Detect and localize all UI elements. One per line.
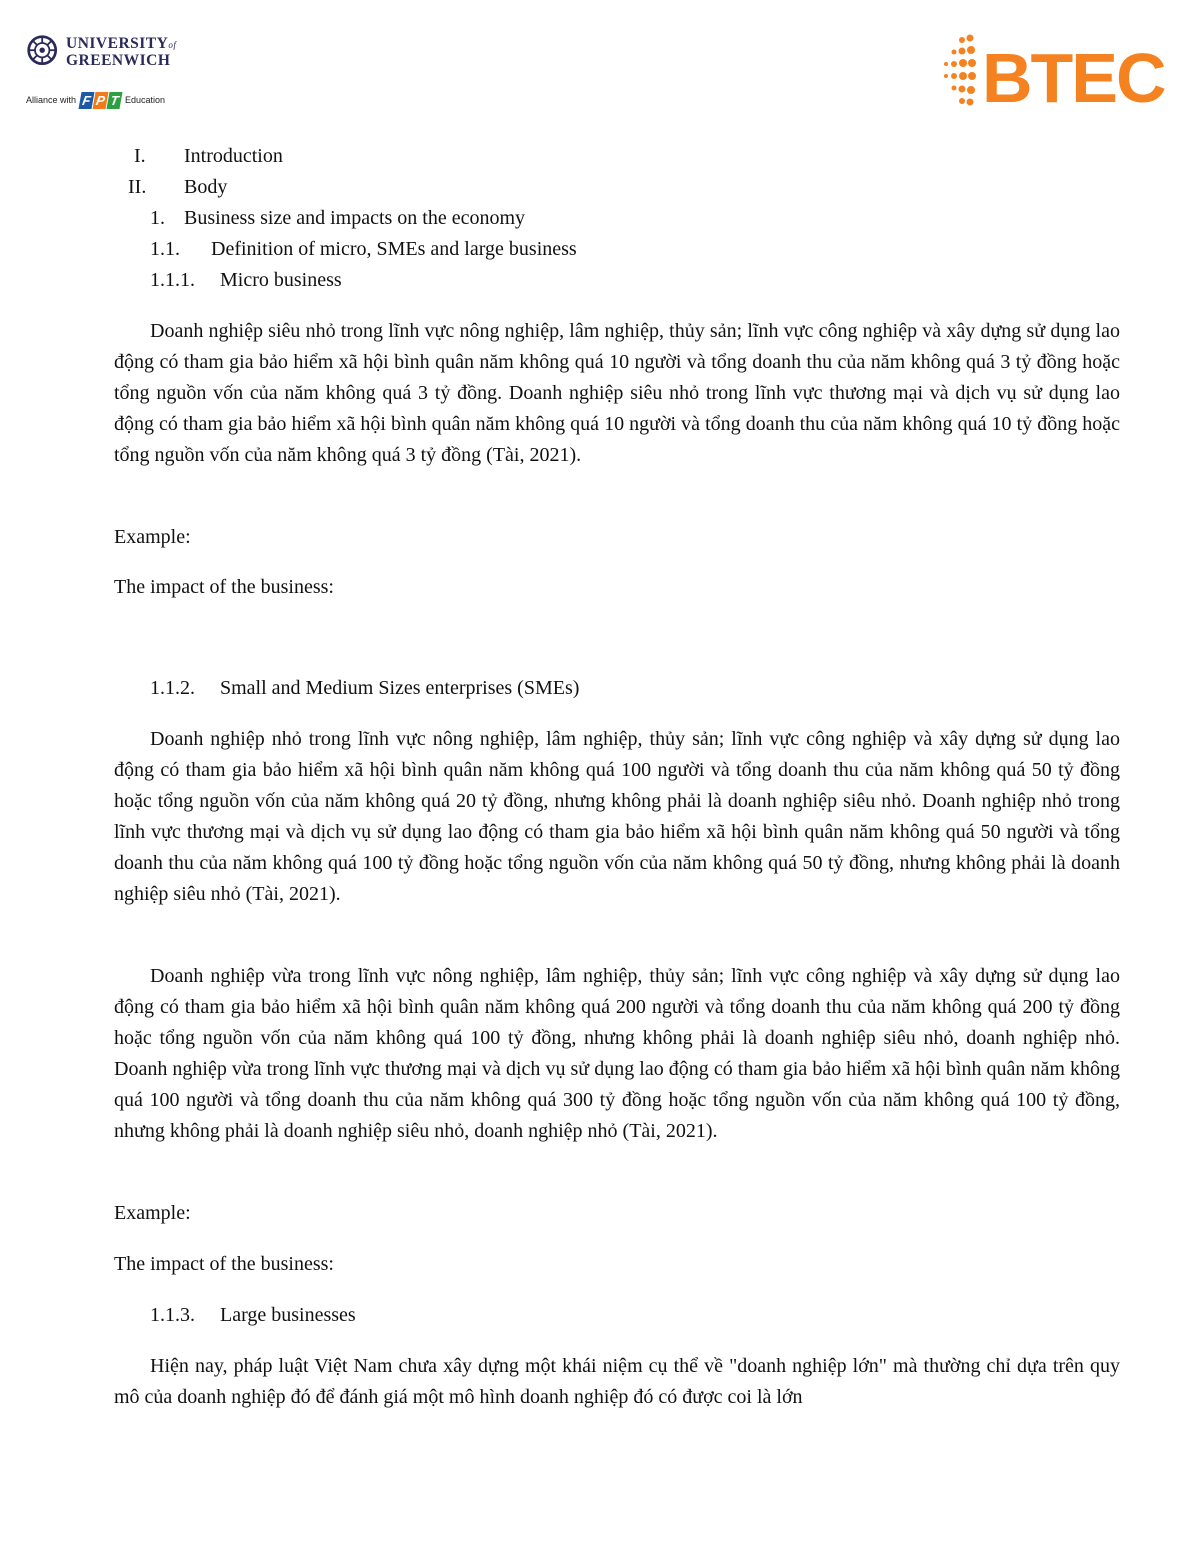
heading-text: Small and Medium Sizes enterprises (SMEs) [220,677,580,699]
fpt-letter: P [93,92,109,109]
outline-number: I. [134,145,146,167]
fpt-letter: F [79,92,95,109]
outline-text: Body [184,176,228,198]
heading-text: Large businesses [220,1304,356,1326]
heading-number: 1.1.2. [150,677,195,699]
outline-number: 1. [150,207,165,229]
greenwich-crest-icon [26,34,62,70]
example-label: Example: [114,1202,191,1224]
outline-number: 1.1. [150,238,180,260]
outline-number: II. [128,176,147,198]
fpt-letter: T [107,92,123,109]
university-of: of [168,40,177,50]
outline-text: Micro business [220,269,342,291]
sme-paragraph-medium: Doanh nghiệp vừa trong lĩnh vực nông nghiệp, lâm nghiệp, thủy sản; lĩnh vực công nghiệp và xây dựng sử dụng lao động có tham gia bảo hiểm xã hội bình quân năm không quá 200 người và tổng doanh thu của năm không quá 200 tỷ đồng hoặc tổng nguồn vốn của năm không quá 100 tỷ đồng, nhưng không phải là doanh nghiệp siêu nhỏ, doanh nghiệp nhỏ. Doanh nghiệp vừa trong lĩnh vực thương mại và dịch vụ sử dụng lao động có tham gia bảo hiểm xã hội bình quân năm không quá 100 người và tổng doanh thu của năm không quá 300 tỷ đồng hoặc tổng nguồn vốn của năm không quá 100 tỷ đồng, nhưng không phải là doanh nghiệp siêu nhỏ, doanh nghiệp nhỏ (Tài, 2021). [114,965,1120,1142]
outline-text: Definition of micro, SMEs and large business [211,238,577,260]
impact-label: The impact of the business: [114,1253,334,1275]
fpt-alliance-logo [26,90,165,110]
university-line2: GREENWICH [66,52,171,69]
micro-business-paragraph: Doanh nghiệp siêu nhỏ trong lĩnh vực nông nghiệp, lâm nghiệp, thủy sản; lĩnh vực công nghiệp và xây dựng sử dụng lao động có tham gia bảo hiểm xã hội bình quân năm không quá 10 người và tổng doanh thu của năm không quá 3 tỷ đồng hoặc tổng nguồn vốn của năm không quá 3 tỷ đồng. Doanh nghiệp siêu nhỏ trong lĩnh vực thương mại và dịch vụ sử dụng lao động có tham gia bảo hiểm xã hội bình quân năm không quá 10 người và tổng doanh thu của năm không quá 10 tỷ đồng hoặc tổng nguồn vốn của năm không quá 3 tỷ đồng (Tài, 2021). [114,320,1120,466]
education-text: Education [125,95,166,105]
outline-text: Introduction [184,145,283,167]
example-label: Example: [114,526,191,548]
sme-paragraph-small: Doanh nghiệp nhỏ trong lĩnh vực nông nghiệp, lâm nghiệp, thủy sản; lĩnh vực công nghiệp và xây dựng sử dụng lao động có tham gia bảo hiểm xã hội bình quân năm không quá 100 người và tổng doanh thu của năm không quá 50 tỷ đồng hoặc tổng nguồn vốn của năm không quá 20 tỷ đồng, nhưng không phải là doanh nghiệp siêu nhỏ. Doanh nghiệp nhỏ trong lĩnh vực thương mại và dịch vụ sử dụng lao động có tham gia bảo hiểm xã hội bình quân năm không quá 50 người và tổng doanh thu của năm không quá 100 tỷ đồng hoặc tổng nguồn vốn của năm không quá 50 tỷ đồng, nhưng không phải là doanh nghiệp siêu nhỏ (Tài, 2021). [114,728,1120,905]
university-line1: UNIVERSITY [66,35,169,52]
outline-number: 1.1.1. [150,269,195,291]
btec-wordmark: BTEC [982,39,1165,112]
btec-logo [940,32,1180,112]
university-wordmark [66,36,176,69]
impact-label: The impact of the business: [114,576,334,598]
heading-number: 1.1.3. [150,1304,195,1326]
alliance-text: Alliance with [26,95,77,105]
fpt-logo [80,92,121,109]
large-business-paragraph: Hiện nay, pháp luật Việt Nam chưa xây dựng một khái niệm cụ thể về "doanh nghiệp lớn" mà thường chỉ dựa trên quy mô của doanh nghiệp đó để đánh giá một mô hình doanh nghiệp đó có được coi là lớn [114,1355,1120,1408]
outline-text: Business size and impacts on the economy [184,207,526,229]
